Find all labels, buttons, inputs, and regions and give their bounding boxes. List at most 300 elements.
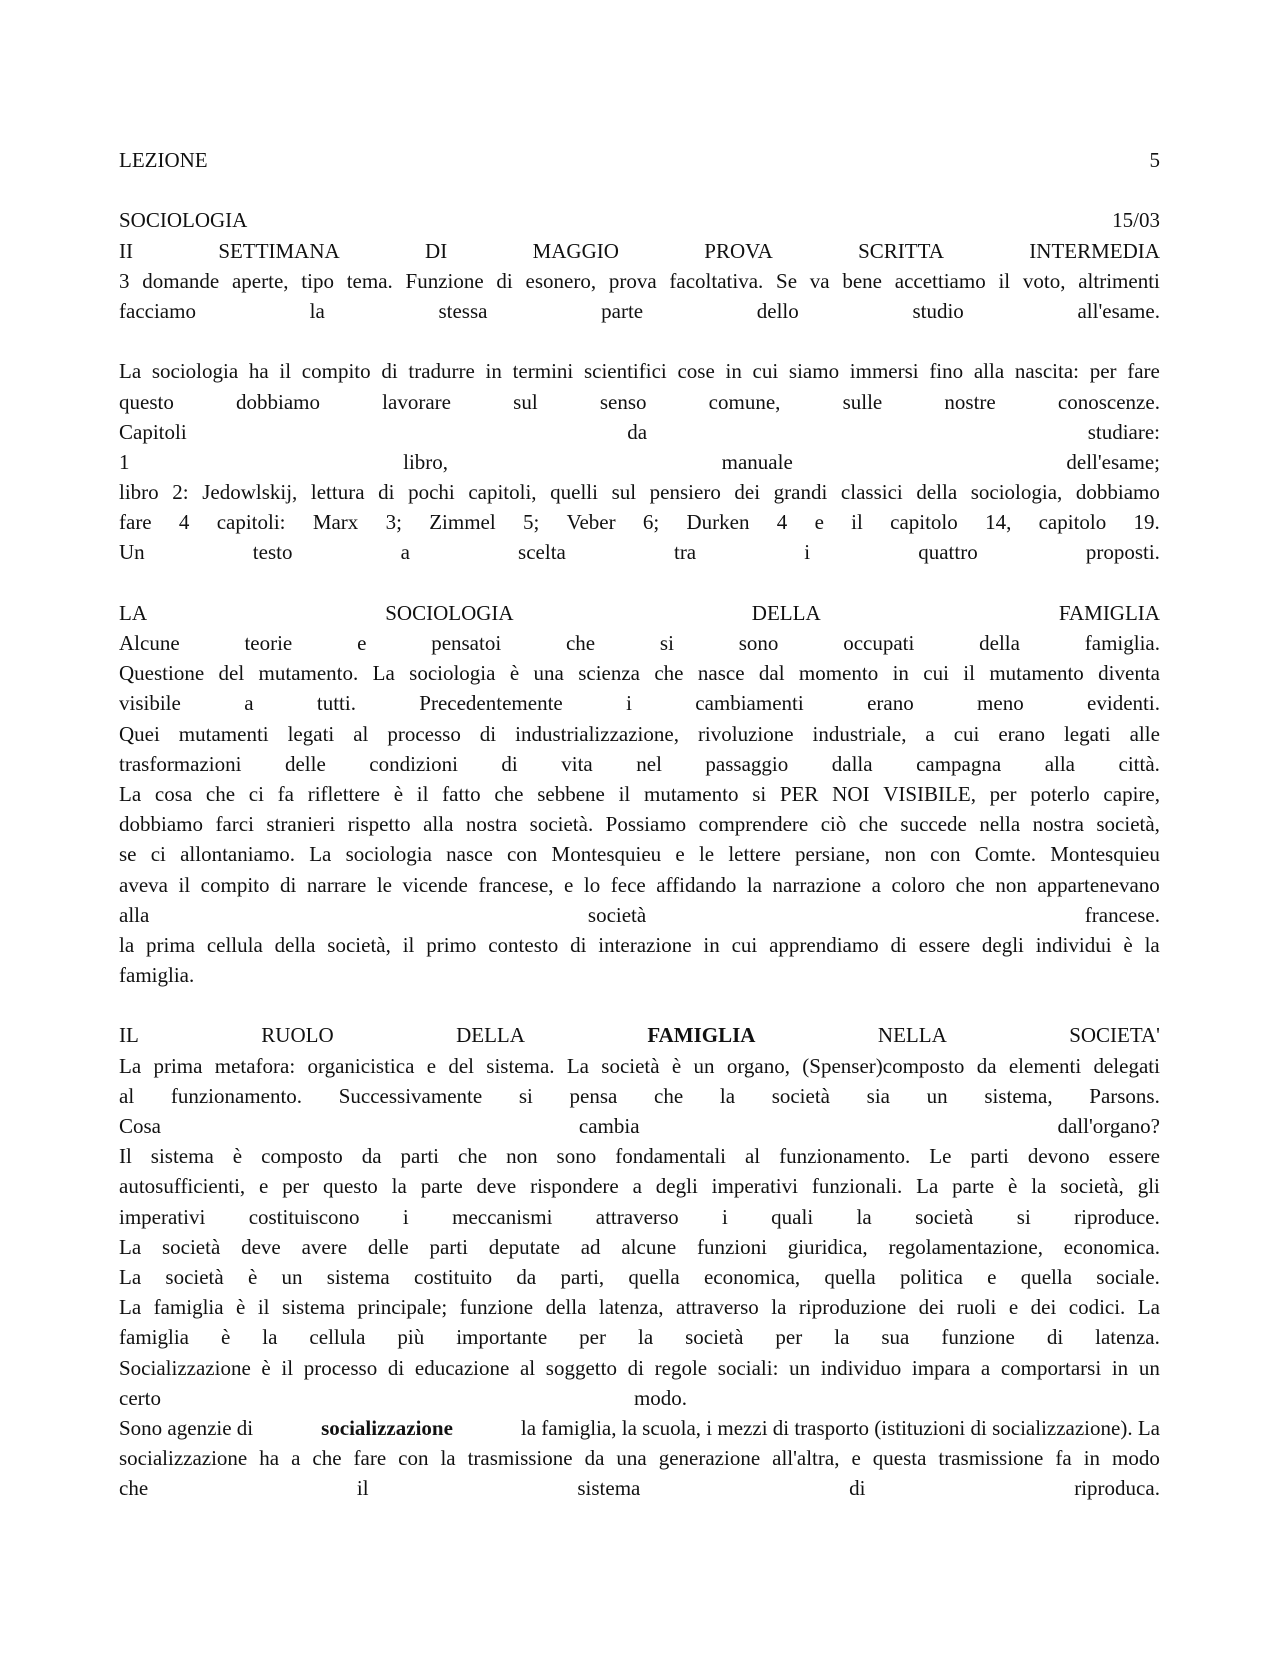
paragraph-line bbox=[119, 930, 1160, 960]
word: società, bbox=[1096, 812, 1160, 837]
word: generazione bbox=[658, 1446, 761, 1471]
word: Jedowlskij, bbox=[202, 480, 298, 505]
word: LA bbox=[119, 600, 147, 625]
word: è bbox=[393, 781, 404, 806]
word: non bbox=[506, 1144, 538, 1169]
word: avere bbox=[301, 1234, 348, 1259]
word: Marx bbox=[312, 510, 359, 535]
word: questo bbox=[322, 1174, 378, 1199]
word: della bbox=[979, 631, 1020, 655]
word: fare bbox=[119, 510, 152, 535]
word: non bbox=[995, 872, 1027, 897]
word: famiglia bbox=[119, 1325, 189, 1350]
word: nascita: bbox=[1014, 359, 1079, 384]
word: nella bbox=[979, 812, 1021, 837]
word: nostra bbox=[465, 812, 518, 837]
word: francese, bbox=[478, 872, 554, 897]
word: il bbox=[998, 268, 1011, 293]
word: il bbox=[281, 1355, 294, 1380]
word: il bbox=[356, 1476, 369, 1501]
word: educazione bbox=[414, 1355, 510, 1380]
word: al bbox=[744, 1144, 761, 1169]
word: questa bbox=[872, 1446, 927, 1471]
word: è bbox=[1008, 1174, 1018, 1199]
word: facciamo bbox=[119, 298, 196, 323]
word: attraverso bbox=[676, 1295, 759, 1320]
word: economica, bbox=[703, 1264, 801, 1289]
word: mutamento bbox=[643, 781, 739, 806]
word: lettere bbox=[728, 842, 781, 867]
paragraph-line: famiglia. bbox=[119, 963, 195, 988]
word: parte bbox=[420, 1174, 463, 1199]
word: società bbox=[685, 1325, 744, 1350]
word: si bbox=[752, 781, 767, 806]
word: compito bbox=[200, 872, 270, 897]
word: in bbox=[485, 359, 502, 384]
word: quella bbox=[628, 1264, 680, 1289]
word: è bbox=[671, 1053, 682, 1078]
paragraph-line-socialization bbox=[119, 1413, 1160, 1443]
word: lettura bbox=[310, 480, 365, 505]
word: sistema bbox=[150, 1144, 214, 1169]
word: parti bbox=[970, 1144, 1009, 1169]
word: nostre bbox=[944, 389, 996, 414]
word: scientifici bbox=[583, 359, 667, 384]
word: meccanismi bbox=[452, 1204, 553, 1229]
bold-term-socialization: socializzazione bbox=[321, 1415, 453, 1440]
word: si bbox=[1016, 1204, 1031, 1229]
word: di bbox=[496, 268, 513, 293]
word: tipo bbox=[301, 268, 334, 293]
word: che bbox=[119, 1476, 149, 1501]
word: 3; bbox=[385, 510, 402, 535]
word: importante bbox=[456, 1325, 548, 1350]
word: essere bbox=[918, 932, 971, 957]
word: città. bbox=[1118, 751, 1160, 776]
word: alla bbox=[1044, 751, 1075, 776]
word: libro, bbox=[403, 449, 449, 474]
word: capitolo bbox=[1038, 510, 1107, 535]
word: funzionamento. bbox=[779, 1144, 911, 1169]
word: regolamentazione, bbox=[888, 1234, 1043, 1259]
word: riproduce. bbox=[1074, 1204, 1160, 1229]
paragraph-line bbox=[119, 1473, 1160, 1503]
word: di bbox=[387, 1355, 405, 1380]
word: a bbox=[244, 691, 254, 716]
word: cui bbox=[752, 359, 779, 384]
word: di bbox=[570, 932, 587, 957]
word: costituito bbox=[413, 1264, 493, 1289]
word: società bbox=[601, 1053, 660, 1078]
word: processo bbox=[303, 1355, 378, 1380]
word: fare bbox=[353, 1446, 387, 1471]
word: DELLA bbox=[456, 1023, 525, 1048]
word: rivoluzione bbox=[697, 721, 794, 746]
word: cellula bbox=[206, 932, 263, 957]
word: condizioni bbox=[369, 751, 458, 776]
word: coloro bbox=[891, 872, 946, 897]
section-title-role-of-family bbox=[119, 1020, 1160, 1050]
word: e bbox=[1008, 1295, 1019, 1320]
word: sistema bbox=[577, 1476, 641, 1501]
word: di bbox=[280, 872, 297, 897]
word: sistema. bbox=[486, 1053, 555, 1078]
word: un bbox=[281, 1264, 303, 1289]
word: la bbox=[391, 1174, 407, 1199]
word: e bbox=[851, 1446, 861, 1471]
word: il bbox=[402, 932, 415, 957]
word: delle bbox=[284, 751, 326, 776]
word: La bbox=[916, 1174, 939, 1199]
word: aperte, bbox=[231, 268, 289, 293]
word: imperativi bbox=[119, 1204, 206, 1229]
word: pensiero bbox=[649, 480, 721, 505]
word: certo bbox=[119, 1385, 161, 1410]
word: primo bbox=[426, 932, 477, 957]
word: al bbox=[519, 1355, 536, 1380]
word: immersi bbox=[849, 359, 919, 384]
word: per bbox=[989, 781, 1017, 806]
word: passaggio bbox=[705, 751, 789, 776]
word: affidando bbox=[656, 872, 737, 897]
word: la bbox=[771, 1295, 787, 1320]
word: parte bbox=[601, 298, 644, 323]
paragraph-line bbox=[119, 1292, 1160, 1322]
word: società bbox=[165, 1264, 224, 1289]
word: scelta bbox=[518, 540, 566, 565]
word: dobbiamo bbox=[236, 389, 320, 414]
exam-details-line bbox=[119, 296, 1160, 326]
word: la bbox=[1144, 932, 1160, 957]
word: codici. bbox=[1068, 1295, 1126, 1320]
word: deve bbox=[241, 1234, 281, 1259]
word: farci bbox=[215, 812, 254, 837]
word: Zimmel bbox=[429, 510, 496, 535]
word: 4 bbox=[178, 510, 190, 535]
word: voto, bbox=[1022, 268, 1066, 293]
word: un bbox=[789, 1355, 811, 1380]
word: 19. bbox=[1133, 510, 1160, 535]
word: lavorare bbox=[382, 389, 451, 414]
word: sistema, bbox=[984, 1083, 1053, 1108]
word: a bbox=[980, 1355, 991, 1380]
word: e bbox=[564, 872, 574, 897]
word: modo bbox=[1112, 1446, 1160, 1471]
word: RUOLO bbox=[261, 1023, 334, 1048]
word: rispetto bbox=[347, 812, 411, 837]
word: delegati bbox=[1093, 1053, 1160, 1078]
word: industriale, bbox=[812, 721, 907, 746]
word: (Spenser)composto bbox=[802, 1053, 965, 1078]
word: Parsons. bbox=[1089, 1083, 1160, 1108]
word: a bbox=[925, 721, 935, 746]
word: sistema bbox=[326, 1264, 390, 1289]
word: fece bbox=[610, 872, 646, 897]
word: 5; bbox=[523, 510, 540, 535]
word: Comte. bbox=[974, 842, 1036, 867]
lesson-date: 15/03 bbox=[1112, 208, 1160, 233]
word: la bbox=[1031, 1174, 1047, 1199]
word: in bbox=[703, 932, 720, 957]
paragraph-line bbox=[119, 1353, 1160, 1383]
word: tutti. bbox=[316, 691, 356, 716]
word: fino bbox=[929, 359, 964, 384]
word: esonero, bbox=[525, 268, 597, 293]
word: studiare: bbox=[1087, 419, 1160, 444]
word: la bbox=[637, 1325, 654, 1350]
word: capitoli: bbox=[216, 510, 286, 535]
word: cambia bbox=[578, 1114, 640, 1138]
word: comprendere bbox=[698, 812, 809, 837]
word: funzioni bbox=[696, 1234, 767, 1259]
word: bene bbox=[842, 268, 883, 293]
word: nel bbox=[636, 751, 662, 776]
subject-title: SOCIOLOGIA bbox=[119, 208, 248, 233]
word: 1 bbox=[119, 449, 130, 474]
word: quella bbox=[1020, 1264, 1073, 1289]
word: allontaniamo. bbox=[180, 842, 295, 867]
word: erano bbox=[998, 721, 1045, 746]
word: per bbox=[1089, 359, 1117, 384]
word: NOI bbox=[832, 781, 870, 806]
word: funzione bbox=[459, 1295, 534, 1320]
word: legati bbox=[1063, 721, 1111, 746]
word: altrimenti bbox=[1078, 268, 1160, 293]
word: una bbox=[616, 1446, 647, 1471]
word: teorie bbox=[244, 631, 293, 655]
word: alla bbox=[119, 902, 150, 927]
word: di bbox=[381, 359, 398, 384]
word: visibile bbox=[119, 691, 181, 716]
word: a bbox=[632, 1174, 642, 1199]
word: la bbox=[746, 872, 762, 897]
word: dalla bbox=[831, 751, 873, 776]
word: della bbox=[274, 932, 316, 957]
word: pochi bbox=[408, 480, 455, 505]
word: La bbox=[119, 1264, 142, 1289]
word: della bbox=[916, 480, 958, 505]
word: da bbox=[516, 1264, 537, 1289]
paragraph-line bbox=[119, 1443, 1160, 1473]
word: è bbox=[261, 1355, 271, 1380]
word: trasmissione bbox=[938, 1446, 1044, 1471]
word: la bbox=[440, 1446, 456, 1471]
word: latenza, bbox=[598, 1295, 664, 1320]
word: trasmissione bbox=[467, 1446, 573, 1471]
word: Possiamo bbox=[605, 812, 687, 837]
word: 4 bbox=[776, 510, 788, 535]
word: La bbox=[119, 1295, 142, 1320]
word: lo bbox=[583, 872, 601, 897]
paragraph-line bbox=[119, 1141, 1160, 1171]
word: La bbox=[119, 1234, 142, 1259]
word: Se bbox=[776, 268, 798, 293]
word: processo bbox=[387, 721, 461, 746]
word: capitoli, bbox=[468, 480, 537, 505]
word: FAMIGLIA bbox=[647, 1023, 756, 1048]
word: NELLA bbox=[877, 1023, 947, 1048]
word: SOCIOLOGIA bbox=[385, 600, 514, 625]
word: SCRITTA bbox=[858, 238, 944, 263]
word: politica bbox=[899, 1264, 963, 1289]
word: il bbox=[963, 661, 975, 686]
word: modo. bbox=[633, 1385, 688, 1410]
document-body bbox=[119, 145, 1160, 1503]
word: Precedentemente bbox=[419, 691, 563, 716]
word: che bbox=[205, 781, 236, 806]
word: cui bbox=[731, 932, 758, 957]
word: funzionali. bbox=[811, 1174, 903, 1199]
paragraph-line bbox=[119, 537, 1160, 567]
word: che bbox=[565, 631, 596, 655]
word: narrazione bbox=[772, 872, 862, 897]
paragraph-line bbox=[119, 1111, 1160, 1141]
word: dei bbox=[918, 1295, 945, 1320]
word: un bbox=[693, 1053, 715, 1078]
paragraph-line bbox=[119, 447, 1160, 477]
word: dello bbox=[756, 298, 799, 323]
word: Veber bbox=[566, 510, 616, 535]
word: stessa bbox=[438, 298, 488, 323]
word: dell'esame; bbox=[1066, 449, 1160, 474]
word: ci bbox=[248, 781, 264, 806]
word: è bbox=[232, 1144, 243, 1169]
word: apprendiamo bbox=[769, 932, 879, 957]
line-text-after: la famiglia, la scuola, i mezzi di trasporto (istituzioni di socializzazione). La bbox=[520, 1415, 1160, 1440]
word: quattro bbox=[918, 540, 978, 565]
word: sebbene bbox=[537, 781, 605, 806]
word: ha bbox=[248, 359, 269, 384]
word: DI bbox=[425, 238, 448, 263]
word: parti, bbox=[560, 1264, 605, 1289]
word: le bbox=[698, 842, 715, 867]
word: funzionamento. bbox=[170, 1083, 303, 1108]
word: mutamento. bbox=[258, 661, 359, 686]
word: organicistica bbox=[307, 1053, 415, 1078]
word: francese. bbox=[1084, 902, 1160, 927]
word: regole bbox=[654, 1355, 708, 1380]
word: FAMIGLIA bbox=[1058, 600, 1160, 625]
word: è bbox=[509, 661, 520, 686]
word: è bbox=[236, 1295, 246, 1320]
word: funzione bbox=[941, 1325, 1015, 1350]
word: riflettere bbox=[307, 781, 380, 806]
word: VISIBILE, bbox=[883, 781, 976, 806]
word: 2: bbox=[172, 480, 189, 505]
word: i bbox=[402, 1204, 409, 1229]
word: in bbox=[1111, 1355, 1129, 1380]
word: gli bbox=[1137, 1174, 1160, 1199]
paragraph-line bbox=[119, 1383, 1160, 1413]
word: è bbox=[247, 1264, 258, 1289]
word: parti bbox=[429, 1234, 468, 1259]
word: II bbox=[119, 238, 133, 263]
word: vita bbox=[561, 751, 593, 776]
word: MAGGIO bbox=[532, 238, 619, 263]
word: e bbox=[675, 842, 685, 867]
word: cellula bbox=[309, 1325, 366, 1350]
word: una bbox=[533, 661, 564, 686]
word: legati bbox=[287, 721, 335, 746]
paragraph-line bbox=[119, 1322, 1160, 1352]
word: deputate bbox=[488, 1234, 560, 1259]
word: narrare bbox=[306, 872, 367, 897]
word: latenza. bbox=[1095, 1325, 1160, 1350]
word: Un bbox=[119, 540, 145, 565]
word: sua bbox=[881, 1325, 910, 1350]
word: di bbox=[890, 932, 907, 957]
word: scienza bbox=[578, 661, 640, 686]
word: sul bbox=[513, 389, 538, 414]
word: non bbox=[884, 842, 916, 867]
subject-line bbox=[119, 205, 1160, 235]
word: stranieri bbox=[266, 812, 336, 837]
word: socializzazione bbox=[119, 1446, 248, 1471]
word: individuo bbox=[820, 1355, 902, 1380]
word: i bbox=[804, 540, 811, 565]
word: il bbox=[178, 872, 191, 897]
lesson-label: LEZIONE bbox=[119, 148, 208, 172]
word: La bbox=[119, 1053, 142, 1078]
word: metafora: bbox=[214, 1053, 296, 1078]
word: cose bbox=[677, 359, 715, 384]
word: che bbox=[955, 872, 985, 897]
word: nostra bbox=[1032, 812, 1084, 837]
word: da bbox=[627, 419, 648, 444]
word: conoscenze. bbox=[1057, 389, 1160, 414]
word: tema. bbox=[346, 268, 393, 293]
word: sono bbox=[556, 1144, 597, 1169]
word: interazione bbox=[598, 932, 692, 957]
word: comportarsi bbox=[1000, 1355, 1102, 1380]
word: La bbox=[372, 661, 395, 686]
word: al bbox=[119, 1083, 135, 1108]
word: siamo bbox=[788, 359, 840, 384]
word: PROVA bbox=[704, 238, 773, 263]
word: va bbox=[809, 268, 830, 293]
word: del bbox=[218, 661, 245, 686]
word: di bbox=[378, 480, 395, 505]
paragraph-line bbox=[119, 688, 1160, 718]
word: manuale bbox=[721, 449, 793, 474]
paragraph-line bbox=[119, 477, 1160, 507]
word: che bbox=[457, 1144, 488, 1169]
word: Capitoli bbox=[119, 419, 187, 444]
word: che bbox=[654, 661, 684, 686]
word: ciò bbox=[820, 812, 847, 837]
word: sistema bbox=[281, 1295, 345, 1320]
word: senso bbox=[599, 389, 647, 414]
word: riproduca. bbox=[1074, 1476, 1160, 1501]
lesson-header bbox=[119, 145, 1160, 175]
paragraph-line bbox=[119, 749, 1160, 779]
word: mutamenti bbox=[178, 721, 269, 746]
word: dobbiamo bbox=[1075, 480, 1160, 505]
word: a bbox=[400, 540, 410, 565]
word: cui bbox=[923, 661, 949, 686]
word: famiglia. bbox=[1084, 631, 1160, 655]
word: Socializzazione bbox=[119, 1355, 251, 1380]
word: prima bbox=[153, 1053, 203, 1078]
word: società bbox=[771, 1083, 830, 1108]
word: termini bbox=[512, 359, 574, 384]
word: società bbox=[915, 1204, 974, 1229]
word: il bbox=[257, 1295, 270, 1320]
word: La bbox=[309, 842, 332, 867]
word: INTERMEDIA bbox=[1029, 238, 1160, 263]
word: famiglia bbox=[153, 1295, 224, 1320]
exam-notice-line bbox=[119, 236, 1160, 266]
